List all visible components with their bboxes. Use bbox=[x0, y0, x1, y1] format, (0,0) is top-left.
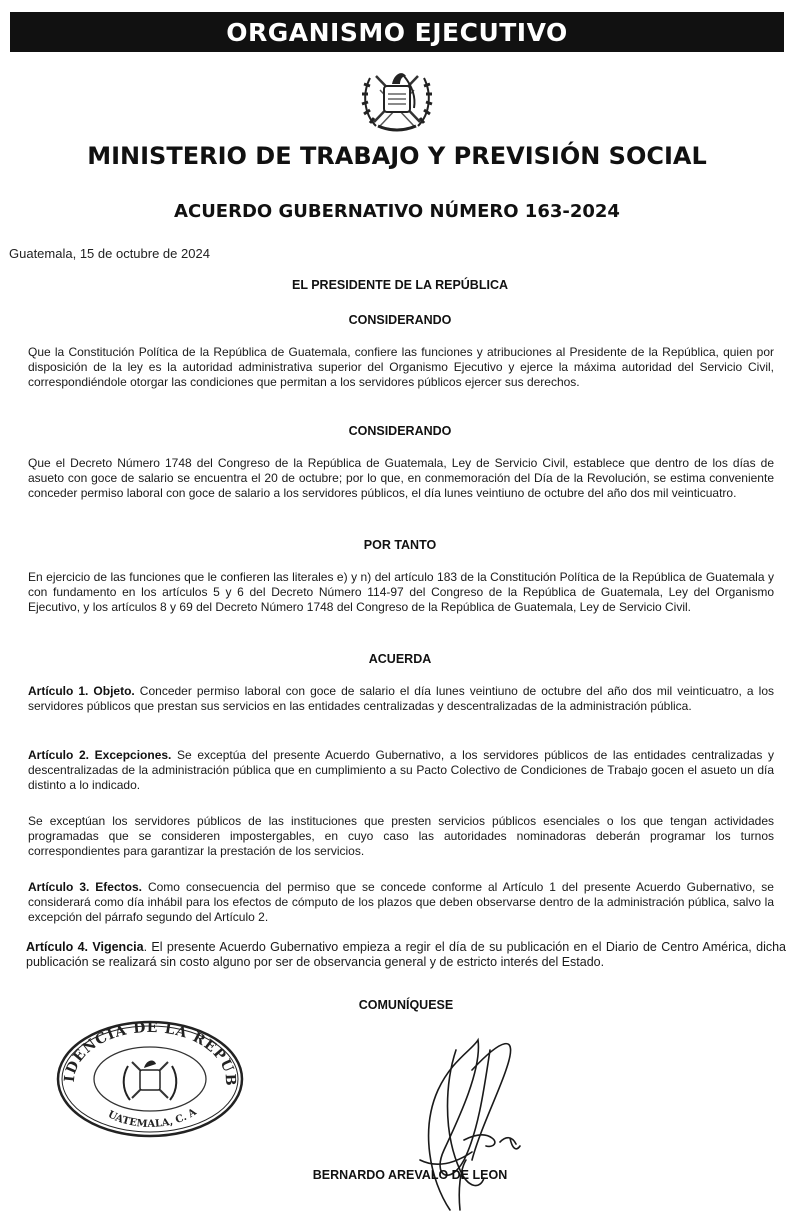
por-tanto-paragraph: En ejercicio de las funciones que le confieren las literales e) y n) del artículo 183 de la Constitución Política de la República de Guatemala y con fundamento en los artículos 5 y 6 del Decreto Número 114-97 del Congreso de la República de Guatemala, Ley del Organismo Ejecutivo, y los artículos 8 y 69 del Decreto Número 1748 del Congreso de la República de Guatemala, Ley de Servicio Civil. bbox=[28, 570, 774, 614]
signer-name: BERNARDO AREVALO DE LEON bbox=[312, 1168, 508, 1182]
article-2-text: Se exceptúa del presente Acuerdo Gubernativo, a los servidores públicos de las entidades centralizadas y descentralizadas de la administración pública que en cumplimiento a su Pacto Colectivo de Condiciones de Trabajo gocen el asueto un día distinto a lo indicado. bbox=[28, 748, 774, 792]
article-3-title: Artículo 3. Efectos. bbox=[28, 880, 142, 894]
place-date: Guatemala, 15 de octubre de 2024 bbox=[9, 246, 210, 261]
article-1-title: Artículo 1. Objeto. bbox=[28, 684, 135, 698]
coat-of-arms-icon bbox=[356, 56, 438, 138]
article-2 bbox=[28, 748, 774, 793]
considerando-2-paragraph: Que el Decreto Número 1748 del Congreso de la República de Guatemala, Ley de Servicio Civil, establece que dentro de los días de asueto con goce de salario se encuentra el 20 de octubre; por lo que, en conmemoración del Día de la Revolución, se estima conveniente conceder permiso laboral con goce de salario a los servidores públicos, el día lunes veintiuno de octubre del año dos mil veinticuatro. bbox=[28, 456, 774, 500]
signature-image bbox=[360, 1010, 560, 1222]
ministry-title: MINISTERIO DE TRABAJO Y PREVISIÓN SOCIAL bbox=[87, 142, 707, 170]
considerando-1-paragraph: Que la Constitución Política de la República de Guatemala, confiere las funciones y atribuciones al Presidente de la República, quien por disposición de la ley es la autoridad administrativa superior del Organismo Ejecutivo y ejerce la máxima autoridad del Servicio Civil, correspondiéndole otorgar las condiciones que permitan a los servidores públicos ejercer sus derechos. bbox=[28, 345, 774, 389]
article-2-paragraph-2-text: Se exceptúan los servidores públicos de las instituciones que presten servicios públicos esenciales o los que tengan actividades programadas que se consideren impostergables, en cuyo caso las autoridades nominadoras deberán programar los turnos correspondientes para garantizar la prestación de los servicios. bbox=[28, 814, 774, 858]
svg-text:GUATEMALA, C. A.: UATEMALA, C. A bbox=[105, 1106, 199, 1130]
por-tanto-heading: POR TANTO bbox=[363, 538, 437, 552]
article-2-paragraph-2 bbox=[28, 814, 774, 859]
acuerdo-title: ACUERDO GUBERNATIVO NÚMERO 163-2024 bbox=[174, 201, 620, 222]
article-1 bbox=[28, 684, 774, 714]
acuerda-heading: ACUERDA bbox=[368, 652, 432, 666]
article-1-text: Conceder permiso laboral con goce de salario el día lunes veintiuno de octubre del año dos mil veinticuatro, a los servidores públicos que prestan sus servicios en las entidades centralizadas y descentralizadas de la administración pública. bbox=[28, 684, 774, 713]
article-3 bbox=[28, 880, 774, 925]
article-4-title: Artículo 4. Vigencia bbox=[26, 940, 144, 954]
banner-title: ORGANISMO EJECUTIVO bbox=[226, 17, 568, 47]
president-heading: EL PRESIDENTE DE LA REPÚBLICA bbox=[292, 278, 508, 292]
article-4-text: . El presente Acuerdo Gubernativo empieza a regir el día de su publicación en el Diario de Centro América, dicha publicación se realizará sin costo alguno por ser de observancia general y de estricto interés del Estado. bbox=[26, 940, 786, 969]
presidential-seal bbox=[52, 1018, 248, 1140]
article-3-text: Como consecuencia del permiso que se concede conforme al Artículo 1 del presente Acuerdo Gubernativo, se considerará como día inhábil para los efectos de cómputo de los plazos que deben observarse dentro de la administración pública, salvo la excepción del párrafo segundo del Artículo 2. bbox=[28, 880, 774, 924]
article-4 bbox=[26, 940, 786, 970]
comuniquese-heading: COMUNÍQUESE bbox=[358, 998, 454, 1012]
article-2-title: Artículo 2. Excepciones. bbox=[28, 748, 172, 762]
considerando-2-heading: CONSIDERANDO bbox=[348, 424, 452, 438]
considerando-1-heading: CONSIDERANDO bbox=[348, 313, 452, 327]
header-banner bbox=[10, 12, 784, 52]
svg-text:PRESIDENCIA DE LA REPUBLICA: IDENCIA DE LA REPUB bbox=[61, 1019, 239, 1088]
